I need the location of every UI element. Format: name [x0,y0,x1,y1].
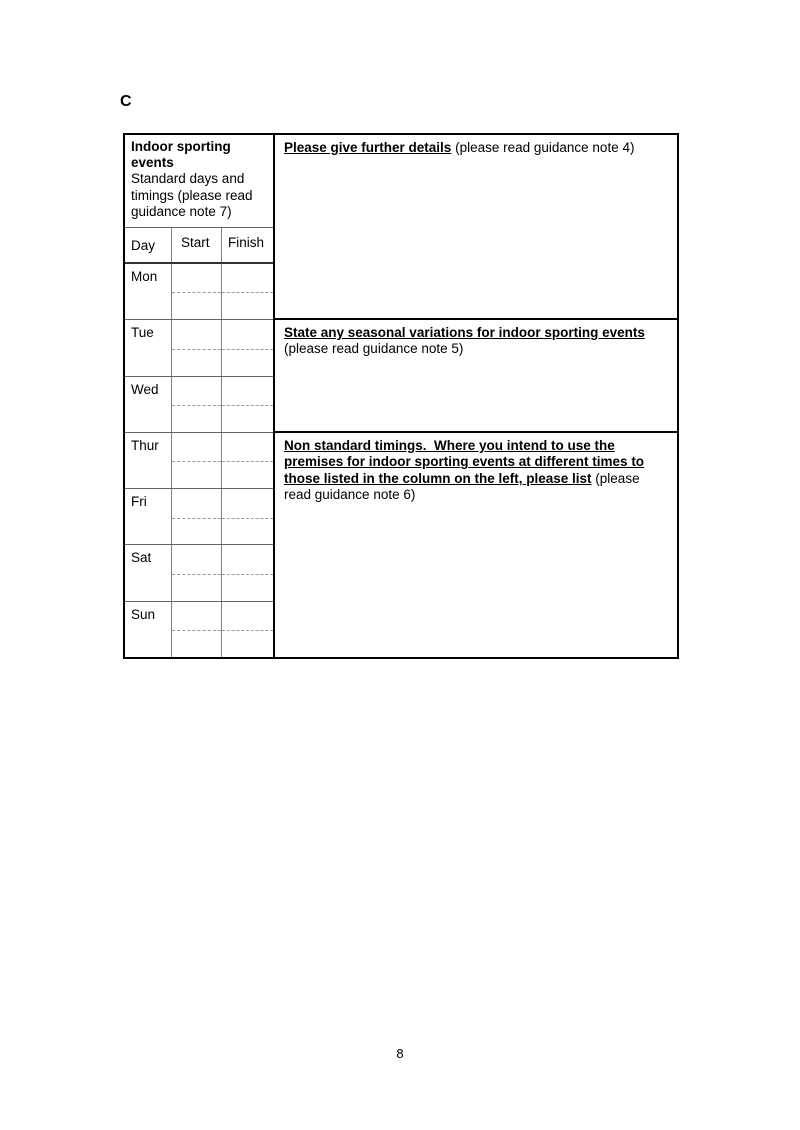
finish-field[interactable] [222,631,273,657]
day-label: Wed [125,377,172,432]
day-start-finish-header-row [125,228,273,264]
start-cell [172,489,222,544]
finish-cell [222,377,273,432]
section-letter: C [120,93,132,110]
seasonal-variations-note: (please read guidance note 5) [284,341,464,357]
start-field[interactable] [172,406,221,432]
seasonal-variations-heading: State any seasonal variations for indoor sporting events [284,325,645,340]
indoor-sporting-events-table [123,133,679,659]
start-field[interactable] [172,631,221,657]
non-standard-timings-heading: Non standard timings. Where you intend to use the premises for indoor sporting events at different times to those listed in the column on the left, please list [284,438,645,486]
finish-cell [222,545,273,600]
start-field[interactable] [172,519,221,545]
left-header-subtitle: Standard days and timings (please read guidance note 7) [131,171,253,219]
further-details-note: (please read guidance note 4) [451,140,635,155]
finish-field[interactable] [222,602,273,631]
day-row-sat [125,545,273,601]
start-cell [172,602,222,657]
seasonal-variations-section[interactable] [275,320,677,433]
day-label: Fri [125,489,172,544]
finish-cell [222,264,273,319]
finish-field[interactable] [222,489,273,518]
non-standard-timings-section[interactable] [275,433,677,657]
finish-field[interactable] [222,377,273,406]
day-label: Mon [125,264,172,319]
finish-field[interactable] [222,293,273,319]
finish-field[interactable] [222,545,273,574]
details-column [275,135,677,657]
further-details-heading: Please give further details [284,140,452,155]
start-field[interactable] [172,462,221,488]
day-label: Thur [125,433,172,488]
day-row-mon [125,264,273,320]
start-field[interactable] [172,602,221,631]
start-field[interactable] [172,293,221,319]
finish-field[interactable] [222,406,273,432]
finish-cell [222,433,273,488]
start-field[interactable] [172,320,221,349]
start-cell [172,433,222,488]
finish-field[interactable] [222,575,273,601]
day-column-header: Day [125,228,172,262]
start-cell [172,264,222,319]
day-label: Sun [125,602,172,657]
start-field[interactable] [172,350,221,376]
finish-field[interactable] [222,519,273,545]
standard-timings-column [125,135,275,657]
left-column-header [125,135,273,228]
finish-cell [222,489,273,544]
start-field[interactable] [172,433,221,462]
finish-field[interactable] [222,350,273,376]
non-standard-timings-note: (please read guidance note 6) [284,470,640,503]
left-header-title: Indoor sporting events [131,139,231,171]
day-label: Sat [125,545,172,600]
start-cell [172,545,222,600]
start-column-header: Start [172,228,222,262]
finish-column-header: Finish [228,235,265,250]
start-field[interactable] [172,377,221,406]
finish-cell [222,602,273,657]
start-field[interactable] [172,575,221,601]
finish-cell [222,320,273,375]
day-row-fri [125,489,273,545]
day-rows [125,264,273,657]
finish-field[interactable] [222,433,273,462]
finish-field[interactable] [222,264,273,293]
finish-field[interactable] [222,320,273,349]
finish-field[interactable] [222,462,273,488]
start-field[interactable] [172,489,221,518]
day-row-wed [125,377,273,433]
day-row-sun [125,602,273,657]
start-cell [172,377,222,432]
page-number: 8 [396,1046,404,1061]
further-details-section[interactable] [275,135,677,320]
day-row-thur [125,433,273,489]
start-field[interactable] [172,264,221,293]
start-field[interactable] [172,545,221,574]
start-cell [172,320,222,375]
day-label: Tue [125,320,172,375]
day-row-tue [125,320,273,376]
